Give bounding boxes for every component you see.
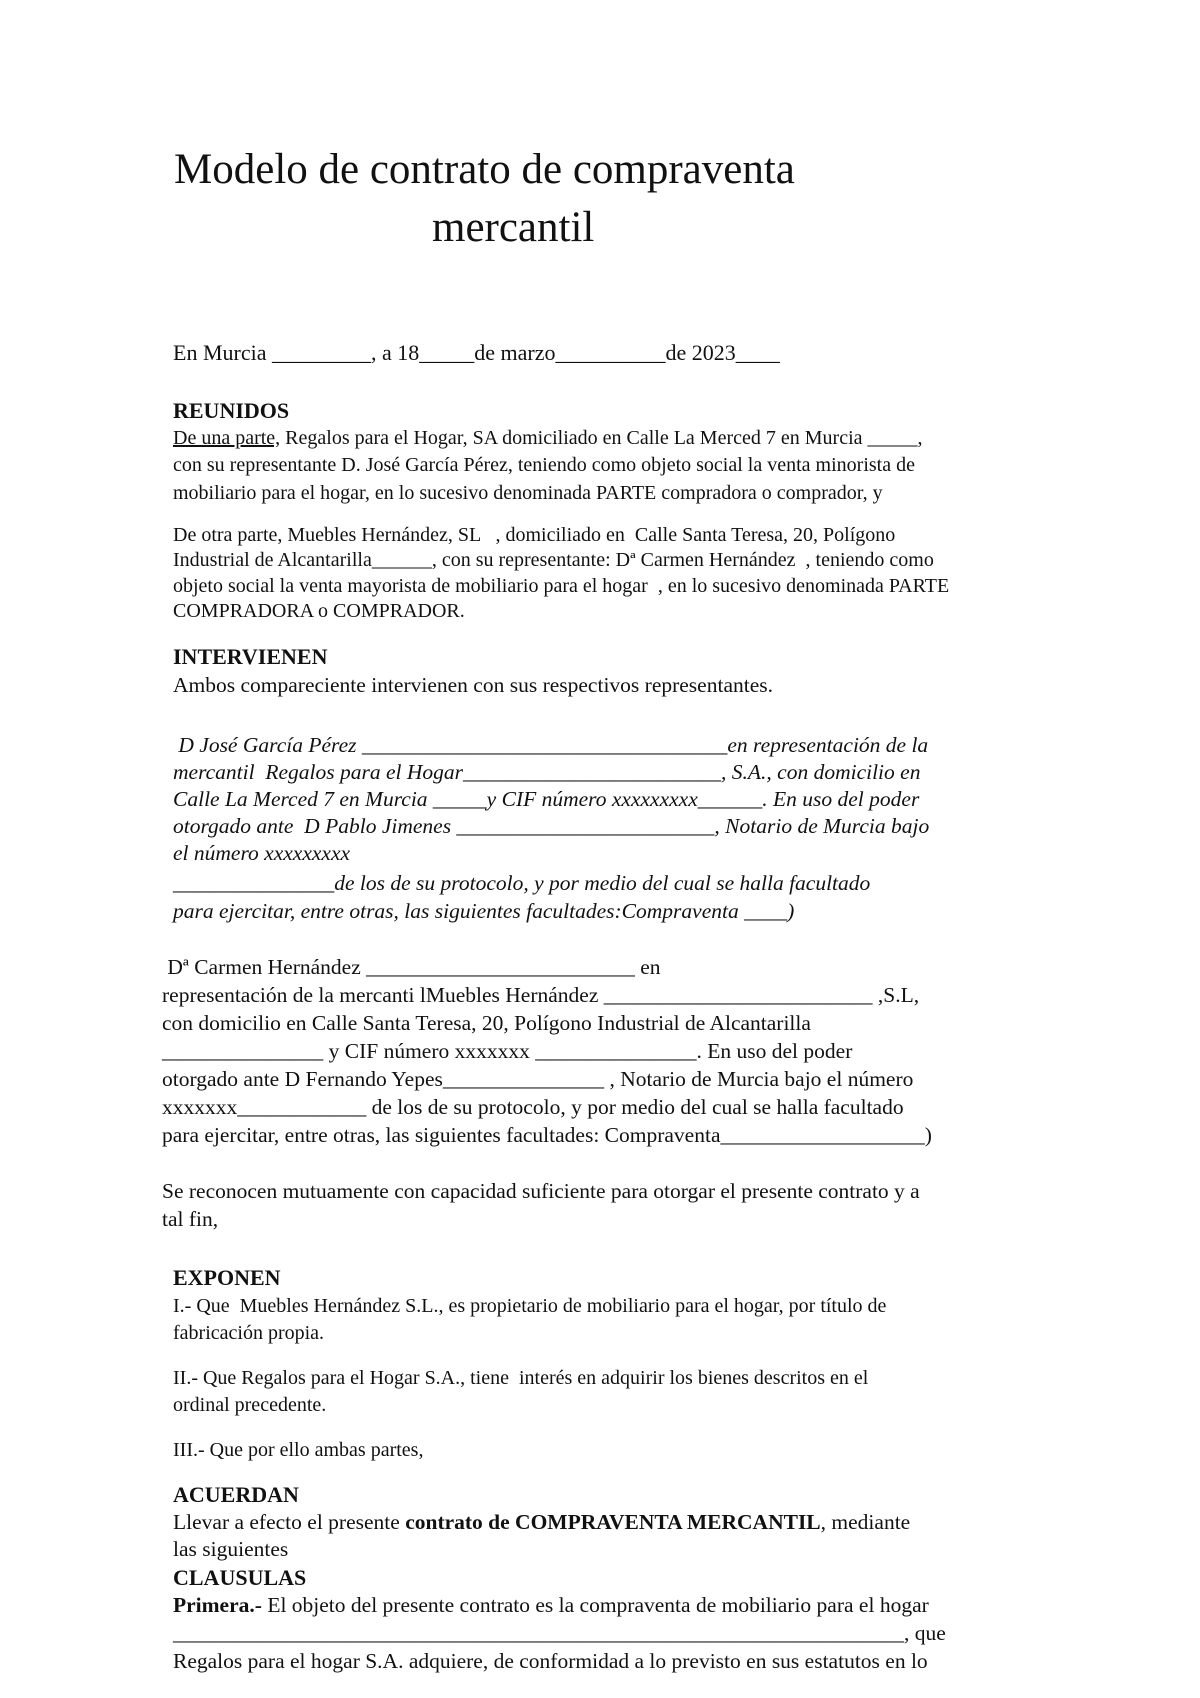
rep1-line-4: otorgado ante D Pablo Jimenes ________________________, Notario de Murcia bajo	[173, 814, 930, 838]
acuerdan-line-1-pre: Llevar a efecto el presente	[173, 1510, 406, 1534]
section-heading-exponen: EXPONEN	[173, 1265, 281, 1290]
rep1-line-6: _______________de los de su protocolo, y por medio del cual se halla facultado	[173, 871, 871, 895]
reunidos-p2-line-3: objeto social la venta mayorista de mobiliario para el hogar , en lo sucesivo denominada PARTE	[173, 575, 950, 597]
rep1-line-7: para ejercitar, entre otras, las siguientes facultades:Compraventa ____)	[173, 899, 795, 923]
rep1-line-1: D José García Pérez __________________________________en representación de la	[173, 733, 929, 757]
intervienen-intro: Ambos compareciente intervienen con sus respectivos representantes.	[173, 673, 773, 697]
rep2-line-2: representación de la mercanti lMuebles Hernández _________________________ ,S.L,	[162, 983, 920, 1007]
reunidos-p2-line-2: Industrial de Alcantarilla______, con su representante: Dª Carmen Hernández , teniendo como	[173, 549, 934, 571]
reunidos-p1-rest: Regalos para el Hogar, SA domiciliado en Calle La Merced 7 en Murcia _____,	[280, 427, 923, 449]
recognize-line-1: Se reconocen mutuamente con capacidad suficiente para otorgar el presente contrato y a	[162, 1179, 920, 1203]
rep1-line-3: Calle La Merced 7 en Murcia _____y CIF número xxxxxxxxx______. En uso del poder	[173, 787, 920, 811]
exponen-item-1-line-1: I.- Que Muebles Hernández S.L., es propietario de mobiliario para el hogar, por título de	[173, 1295, 887, 1317]
clausula-primera-text: El objeto del presente contrato es la compraventa de mobiliario para el hogar	[261, 1593, 929, 1617]
exponen-item-3: III.- Que por ello ambas partes,	[173, 1439, 424, 1461]
rep1-line-2: mercantil Regalos para el Hogar________________________, S.A., con domicilio en	[173, 760, 921, 784]
exponen-item-1-line-2: fabricación propia.	[173, 1322, 325, 1344]
acuerdan-line-1	[173, 1512, 910, 1534]
acuerdan-line-2: las siguientes	[173, 1537, 289, 1561]
rep2-line-4: _______________ y CIF número xxxxxxx _______________. En uso del poder	[162, 1039, 853, 1063]
rep2-line-7: para ejercitar, entre otras, las siguientes facultades: Compraventa___________________)	[162, 1123, 932, 1147]
reunidos-p1-line-3: mobiliario para el hogar, en lo sucesivo denominada PARTE compradora o comprador, y	[173, 482, 883, 504]
title-line-1: Modelo de contrato de compraventa	[174, 146, 795, 193]
reunidos-p2-line-4: COMPRADORA o COMPRADOR.	[173, 600, 465, 622]
place-date: En Murcia _________, a 18_____de marzo__________de 2023____	[173, 340, 780, 365]
acuerdan-line-1-bold: contrato de COMPRAVENTA MERCANTIL	[405, 1510, 821, 1534]
exponen-item-2-line-1: II.- Que Regalos para el Hogar S.A., tiene interés en adquirir los bienes descritos en el	[173, 1367, 869, 1389]
reunidos-p1-line-2: con su representante D. José García Pérez, teniendo como objeto social la venta minorista de	[173, 454, 915, 476]
section-heading-acuerdan: ACUERDAN	[173, 1482, 299, 1507]
clausula-primera-line-2: ____________________________________________________________________, que	[173, 1621, 946, 1645]
clausula-primera-line-1	[173, 1595, 929, 1617]
exponen-item-2-line-2: ordinal precedente.	[173, 1394, 327, 1416]
reunidos-p2-line-1: De otra parte, Muebles Hernández, SL , domiciliado en Calle Santa Teresa, 20, Polígono	[173, 524, 896, 546]
rep2-line-5: otorgado ante D Fernando Yepes_______________ , Notario de Murcia bajo el número	[162, 1067, 914, 1091]
rep2-line-1: Dª Carmen Hernández _________________________ en	[162, 955, 661, 979]
section-heading-clausulas: CLAUSULAS	[173, 1565, 307, 1590]
clausula-primera-label: Primera.-	[173, 1593, 262, 1617]
rep2-line-3: con domicilio en Calle Santa Teresa, 20, Polígono Industrial de Alcantarilla	[162, 1011, 811, 1035]
acuerdan-line-1-post: , mediante	[820, 1510, 911, 1534]
title-line-2: mercantil	[432, 204, 595, 251]
section-heading-reunidos: REUNIDOS	[173, 398, 290, 423]
rep1-line-5: el número xxxxxxxxx	[173, 841, 351, 865]
reunidos-p1-lead: De una parte,	[173, 427, 281, 449]
reunidos-p1-line-1	[173, 428, 923, 448]
recognize-line-2: tal fin,	[162, 1207, 219, 1231]
clausula-primera-line-3: Regalos para el hogar S.A. adquiere, de conformidad a lo previsto en sus estatutos en lo	[173, 1649, 928, 1673]
section-heading-intervienen: INTERVIENEN	[173, 644, 328, 669]
rep2-line-6: xxxxxxx____________ de los de su protocolo, y por medio del cual se halla facultado	[162, 1095, 904, 1119]
